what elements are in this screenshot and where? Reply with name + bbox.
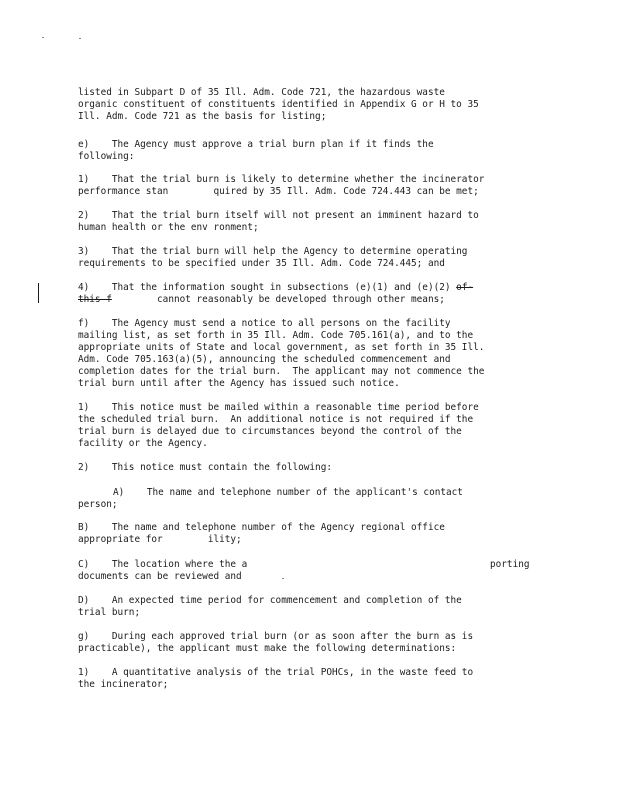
struck-text: this f [78,294,112,305]
text-line: 1) A quantitative analysis of the trial POHCs, in the waste feed to [78,667,474,678]
text-line: trial burn until after the Agency has issued such notice. [78,378,400,389]
text-line: porting [490,559,530,570]
text-line: following: [78,151,135,162]
text-line: human health or the env ronment; [78,222,259,233]
text-line: A) The name and telephone number of the applicant's contact [113,487,463,498]
text-line: g) During each approved trial burn (or as soon after the burn as is [78,631,474,642]
text-line: B) The name and telephone number of the Agency regional office [78,522,445,533]
text-line: performance stan quired by 35 Ill. Adm. Code 724.443 can be met; [78,186,479,197]
text-line: e) The Agency must approve a trial burn plan if it finds the [78,139,434,150]
text-line: completion dates for the trial burn. The applicant may not commence the [78,366,485,377]
text-line: practicable), the applicant must make the following determinations: [78,643,457,654]
text-line: appropriate for ility; [78,534,242,545]
text-line: Ill. Adm. Code 721 as the basis for listing; [78,111,327,122]
text-line: Adm. Code 705.163(a)(5), announcing the scheduled commencement and [78,354,451,365]
text-line: requirements to be specified under 35 Ill. Adm. Code 724.445; and [78,258,445,269]
text-line: person; [78,499,118,510]
scan-speck [42,37,44,38]
text-line: the incinerator; [78,679,169,690]
text-line [78,282,473,294]
text-segment: 4) That the information sought in subsections (e)(1) and (e)(2) [78,282,457,293]
text-line: facility or the Agency. [78,438,208,449]
text-line: 2) That the trial burn itself will not present an imminent hazard to [78,210,479,221]
text-line: documents can be reviewed and [78,571,242,582]
text-line: C) The location where the a [78,559,248,570]
text-line: the scheduled trial burn. An additional notice is not required if the [78,414,474,425]
text-line: mailing list, as set forth in 35 Ill. Adm. Code 705.161(a), and to the [78,330,474,341]
text-line: appropriate units of State and local government, as set forth in 35 Ill. [78,342,485,353]
text-line: listed in Subpart D of 35 Ill. Adm. Code 721, the hazardous waste [78,87,445,98]
struck-text: of- [456,282,474,293]
revision-bar [38,283,39,303]
scan-speck [282,578,284,579]
text-line: 1) That the trial burn is likely to determine whether the incinerator [78,174,485,185]
text-line: trial burn is delayed due to circumstances beyond the control of the [78,426,462,437]
scan-speck [79,38,81,39]
text-line: organic constituent of constituents identified in Appendix G or H to 35 [78,99,479,110]
text-line: trial burn; [78,607,141,618]
text-line: 2) This notice must contain the following: [78,462,332,473]
text-line [78,294,445,306]
text-segment: cannot reasonably be developed through other means; [111,294,445,305]
text-line: D) An expected time period for commencement and completion of the [78,595,462,606]
text-line: f) The Agency must send a notice to all persons on the facility [78,318,451,329]
text-line: 3) That the trial burn will help the Agency to determine operating [78,246,468,257]
text-line: 1) This notice must be mailed within a reasonable time period before [78,402,479,413]
